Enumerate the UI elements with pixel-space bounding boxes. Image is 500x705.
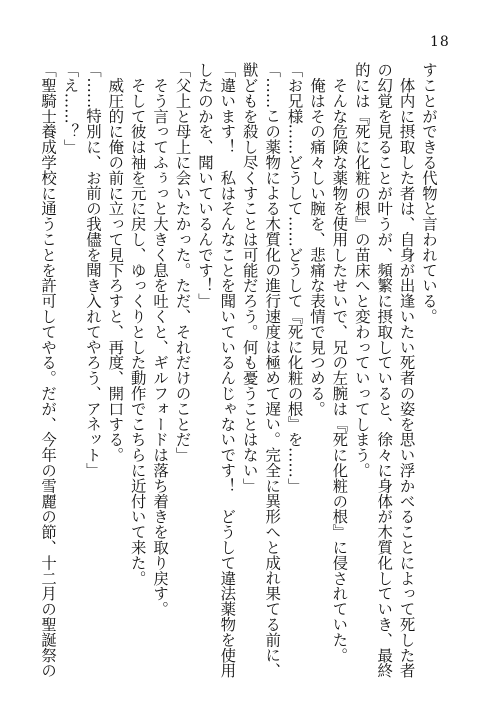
text-line: すことができる代物と言われている。 — [420, 62, 438, 324]
text-line: 威圧的に俺の前に立って見下ろすと、再度、開口する。 — [106, 62, 125, 463]
vertical-text-body — [37, 62, 440, 678]
text-line: そして彼は袖を元に戻し、ゆっくりとした動作でこちらに近付いて来た。 — [128, 62, 147, 586]
text-line: 体内に摂取した者は、自身が出逢いたい死者の姿を思い浮かべることによって死した者 — [397, 62, 416, 678]
page-number: 18 — [430, 34, 450, 50]
text-line: 的には『死に化粧の根』の苗床へと変わっていってしまう。 — [352, 62, 371, 478]
text-line: の幻覚を見ることが叶うが、頻繁に摂取していると、徐々に身体が木質化していき、最終 — [375, 62, 394, 678]
text-line: 「え……？」 — [61, 62, 80, 155]
text-line: 獣どもを殺し尽くすことは可能だろう。何も憂うことはない」 — [240, 62, 259, 494]
text-line: 「……この薬物による木質化の進行速度は極めて遅い。完全に異形へと成れ果てる前に、 — [263, 62, 282, 678]
text-line: 「……特別に、お前の我儘を聞き入れてやろう、アネット」 — [83, 62, 102, 478]
text-line: 「父上と母上に会いたかった。ただ、それだけのことだ」 — [173, 62, 192, 463]
text-line: 「違います！ 私はそんなことを聞いているんじゃないです！ どうして違法薬物を使用 — [218, 62, 237, 678]
text-line: したのかを、聞いているんです！」 — [195, 62, 214, 309]
text-line: そう言ってふぅっと大きく息を吐くと、ギルフォードは落ち着きを取り戻す。 — [151, 62, 170, 617]
text-line: 俺はその痛々しい腕を、悲痛な表情で見つめる。 — [307, 62, 326, 417]
text-line: 「聖騎士養成学校に通うことを許可してやる。だが、今年の雪麗の節、十二月の聖誕祭の — [39, 62, 58, 678]
text-line: 「お兄様……どうして……どうして『死に化粧の根』を……」 — [285, 62, 304, 494]
text-line: そんな危険な薬物を使用したせいで、兄の左腕は『死に化粧の根』に侵されていた。 — [330, 62, 349, 663]
